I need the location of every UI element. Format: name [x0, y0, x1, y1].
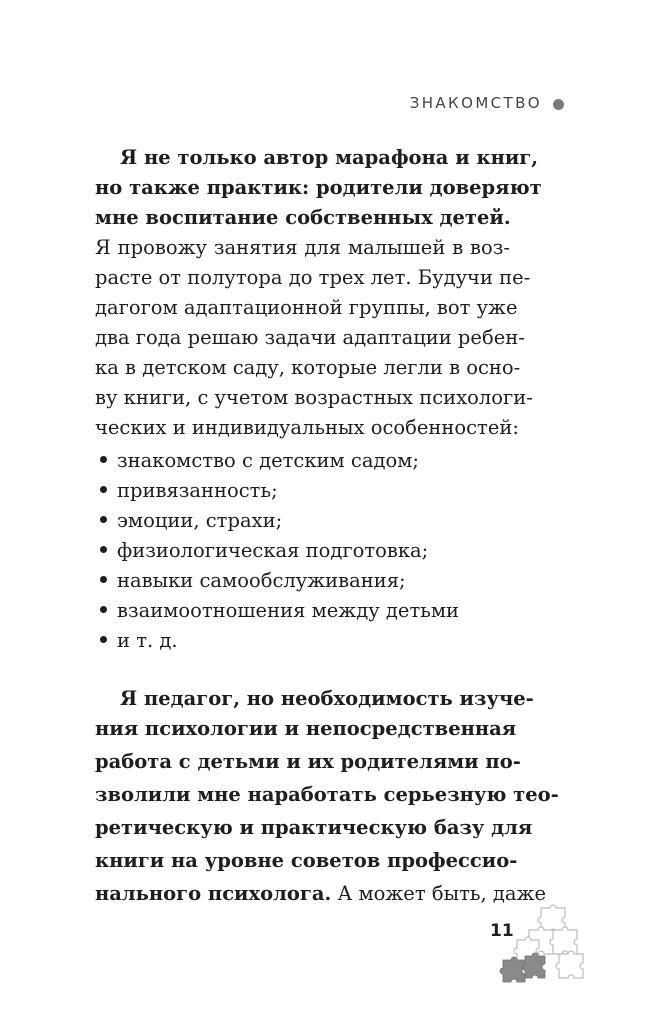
list-item-text: навыки самообслуживания;: [117, 569, 406, 592]
text-line: книги на уровне советов профессио-: [95, 849, 518, 872]
puzzle-pieces-icon: [497, 900, 587, 986]
bold-fragment: нального психолога.: [95, 882, 332, 905]
list-item: [100, 446, 419, 476]
list-item: [100, 596, 459, 626]
text-line: ву книги, с учетом возрастных психологи-: [95, 386, 533, 409]
text-line: ретическую и практическую базу для: [95, 816, 533, 839]
list-item-text: привязанность;: [117, 479, 278, 502]
text-line: мне воспитание собственных детей.: [95, 206, 511, 229]
list-item: [100, 566, 406, 596]
list-item-text: физиологическая подготовка;: [117, 539, 429, 562]
list-item-text: взаимоотношения между детьми: [117, 599, 460, 622]
text-line: два года решаю задачи адаптации ребен-: [95, 326, 525, 349]
bullet-icon: [100, 636, 107, 643]
bullet-icon: [100, 546, 107, 553]
text-line: работа с детьми и их родителями по-: [95, 750, 521, 773]
bullet-icon: [100, 516, 107, 523]
bullet-icon: [100, 456, 107, 463]
text-line: Я не только автор марафона и книг,: [120, 146, 539, 169]
list-item: [100, 536, 428, 566]
list-item: [100, 476, 278, 506]
text-line: зволили мне наработать серьезную тео-: [95, 783, 559, 806]
text-line: [95, 879, 547, 909]
list-item: [100, 626, 178, 656]
text-line: Я провожу занятия для малышей в воз-: [95, 236, 510, 259]
text-line: дагогом адаптационной группы, вот уже: [95, 296, 518, 319]
text-line: ка в детском саду, которые легли в осно-: [95, 356, 521, 379]
running-head-dot-icon: [553, 99, 564, 110]
running-head-title: ЗНАКОМСТВО: [409, 94, 542, 112]
bullet-icon: [100, 606, 107, 613]
list-item: [100, 506, 282, 536]
list-item-text: эмоции, страхи;: [117, 509, 283, 532]
text-line: ческих и индивидуальных особенностей:: [95, 416, 519, 439]
page-number: 11: [490, 921, 514, 941]
bullet-icon: [100, 576, 107, 583]
text-line: но также практик: родители доверяют: [95, 176, 542, 199]
list-item-text: и т. д.: [117, 629, 178, 652]
text-line: Я педагог, но необходимость изуче-: [120, 687, 534, 710]
text-line: расте от полутора до трех лет. Будучи пе-: [95, 266, 531, 289]
list-item-text: знакомство с детским садом;: [117, 449, 419, 472]
text-line: ния психологии и непосредственная: [95, 717, 517, 740]
regular-fragment: А может быть, даже: [331, 882, 547, 905]
bullet-icon: [100, 486, 107, 493]
